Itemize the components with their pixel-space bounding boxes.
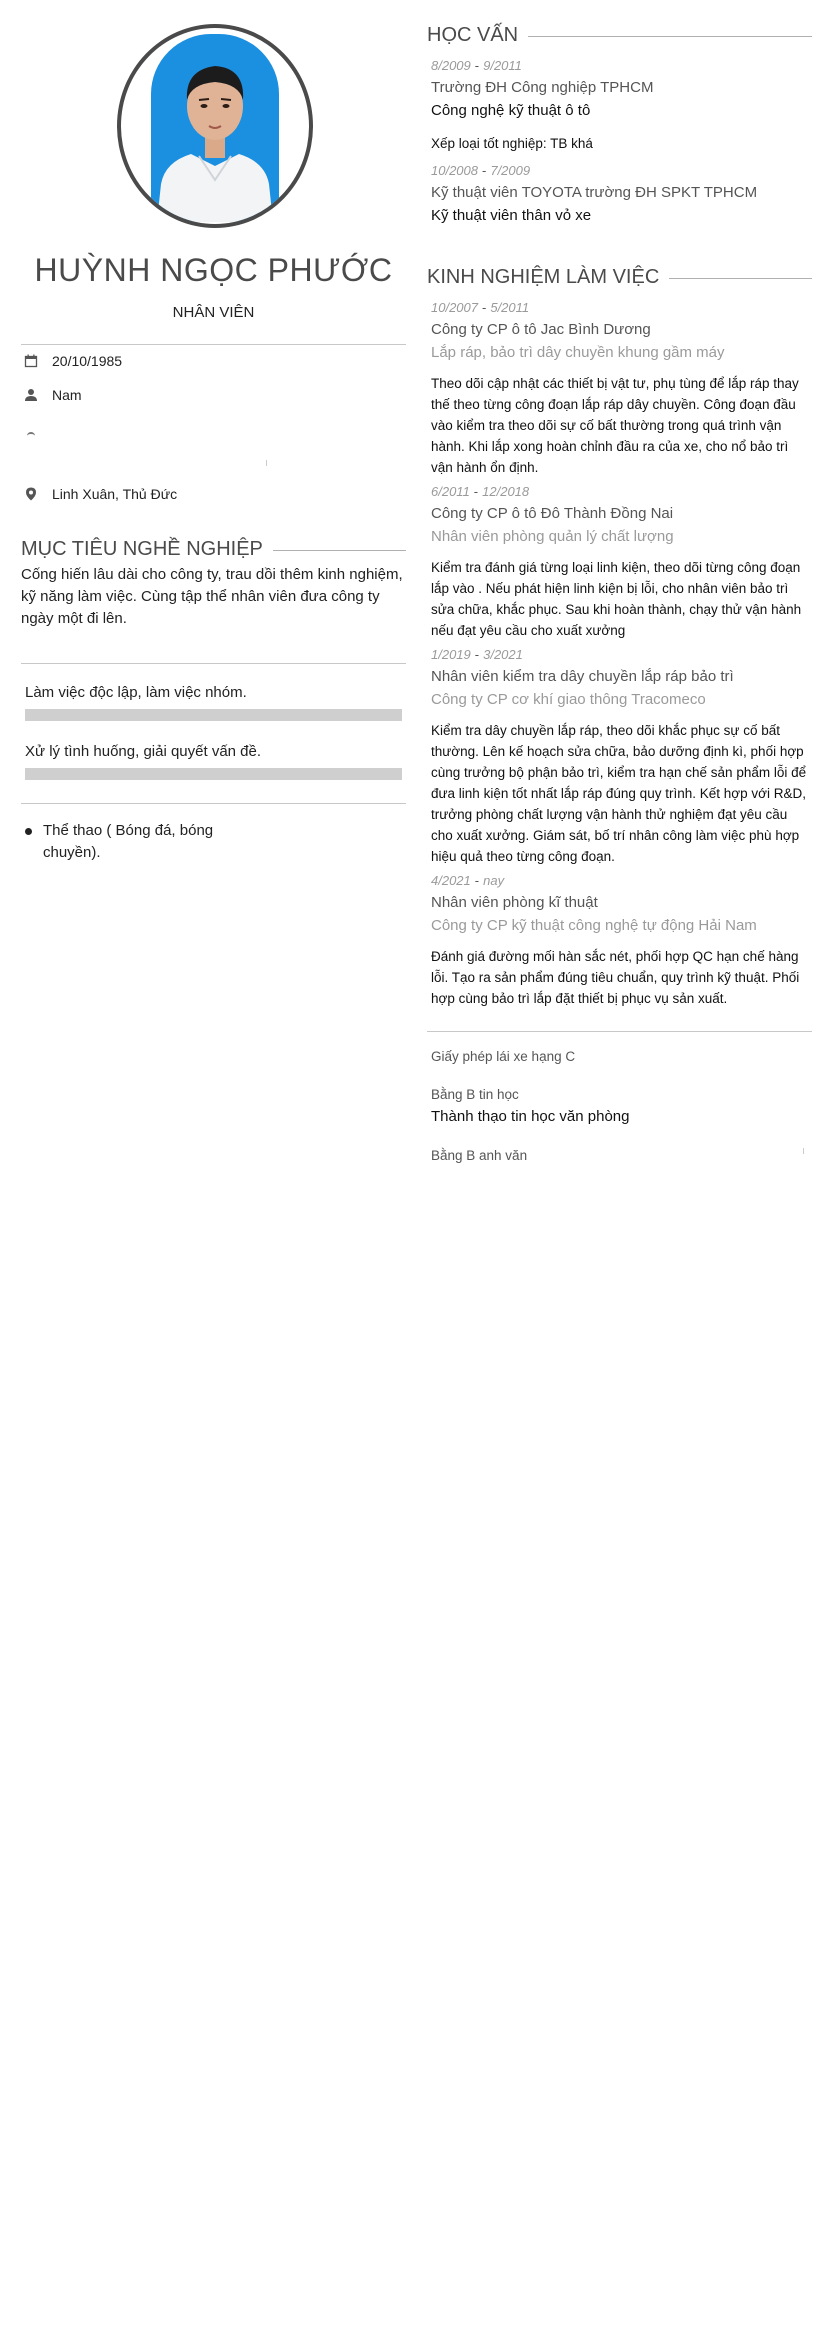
heading-rule: [273, 550, 406, 551]
gender-row: [21, 384, 406, 406]
experience-item: [431, 300, 812, 478]
job-description: Kiểm tra dây chuyền lắp ráp, theo dõi khắc phục sự cố bất thường. Lên kế hoạch sửa chữa, bảo dưỡng định kì, phối hợp cùng trưởng bộ phận bảo trì, kiểm tra hạn chế sản phẩm lỗi để đưa linh kiện tốt nhất lắp ráp đúng quy trình. Kết hợp với R&D, trưởng phòng chất lượng vận hành thử nghiệm đạt yêu cầu cho xuất xưởng. Giám sát, bố trí nhân công làm việc phù hợp hiệu quả theo từng công đoạn.: [431, 723, 807, 864]
certificate-name: Bằng B anh văn: [431, 1148, 528, 1163]
date-separator: -: [473, 484, 479, 499]
divider: [21, 663, 406, 664]
date-separator: -: [474, 58, 480, 73]
divider: [21, 803, 406, 804]
partial-icon: [27, 432, 35, 436]
address-value: Linh Xuân, Thủ Đức: [52, 486, 178, 502]
date-range: [431, 873, 812, 888]
major: Kỹ thuật viên thân vỏ xe: [431, 207, 592, 224]
date-start: 10/2008: [431, 163, 478, 178]
date-start: 8/2009: [431, 58, 471, 73]
education-note: Xếp loại tốt nghiệp: TB khá: [431, 136, 593, 151]
certificate-item: [431, 1148, 812, 1163]
major: Công nghệ kỹ thuật ô tô: [431, 102, 591, 119]
skill-item: [25, 684, 402, 721]
skill-bar: [25, 709, 402, 721]
date-separator: -: [482, 300, 487, 315]
date-end: 9/2011: [483, 58, 522, 73]
position: Công ty CP kỹ thuật công nghệ tự động Hải Nam: [431, 917, 757, 934]
divider-tick: [266, 460, 267, 466]
objective-text: Cống hiến lâu dài cho công ty, trau dồi thêm kinh nghiệm, kỹ năng làm việc. Cùng tập thể nhân viên đưa công ty ngày một đi lên.: [21, 566, 403, 627]
objective-heading: [21, 538, 406, 561]
date-end: 7/2009: [490, 163, 531, 178]
person-photo-icon: [151, 34, 279, 222]
experience-item: [431, 873, 812, 1009]
skill-item: [25, 743, 402, 780]
certificate-item: [431, 1087, 812, 1125]
location-pin-icon: [24, 487, 38, 501]
date-range: [431, 647, 812, 662]
job-title: NHÂN VIÊN: [172, 304, 255, 321]
date-end: 3/2021: [483, 647, 523, 662]
birthday-value: 20/10/1985: [52, 353, 123, 369]
skill-name: Làm việc độc lập, làm việc nhóm.: [25, 684, 247, 701]
education-heading: [427, 24, 812, 47]
certificate-name: Bằng B tin học: [431, 1087, 519, 1102]
school-name: Trường ĐH Công nghiệp TPHCM: [431, 79, 654, 96]
certificate-detail: Thành thạo tin học văn phòng: [431, 1108, 630, 1125]
heading-rule: [528, 36, 812, 37]
experience-heading: [427, 266, 812, 289]
date-range: [431, 484, 812, 499]
experience-item: [431, 484, 812, 641]
position: Lắp ráp, bảo trì dây chuyền khung gầm máy: [431, 344, 725, 361]
date-separator: -: [474, 873, 480, 888]
calendar-icon: [24, 354, 38, 368]
company-name: Nhân viên phòng kĩ thuật: [431, 894, 598, 911]
job-description: Đánh giá đường mối hàn sắc nét, phối hợp QC hạn chế hàng lỗi. Tạo ra sản phẩm đúng tiêu chuẩn, quy trình kỹ thuật. Phối hợp cùng bảo trì lắp đặt thiết bị phục vụ sản xuất.: [431, 949, 800, 1006]
person-icon: [24, 388, 38, 402]
divider: [21, 344, 406, 345]
gender-value: Nam: [52, 387, 82, 403]
date-range: [431, 163, 812, 178]
company-name: Công ty CP ô tô Jac Bình Dương: [431, 321, 651, 338]
position: Nhân viên phòng quản lý chất lượng: [431, 528, 674, 545]
date-separator: -: [482, 163, 487, 178]
experience-item: [431, 647, 812, 867]
profile-photo: [151, 34, 279, 222]
education-item: [431, 163, 812, 224]
certificate-name: Giấy phép lái xe hạng C: [431, 1049, 576, 1064]
certificate-item: [431, 1049, 812, 1064]
job-description: Kiểm tra đánh giá từng loại linh kiện, theo dõi từng công đoạn lắp vào . Nếu phát hiện linh kiện bị lỗi, cho nhân viên bảo trì sửa chữa, khắc phục. Sau khi hoàn thành, chạy thử vận hành nếu đạt yêu cầu cho xuất xưởng: [431, 560, 802, 638]
bullet-icon: [25, 828, 32, 835]
company-name: Nhân viên kiểm tra dây chuyền lắp ráp bảo trì: [431, 668, 734, 685]
full-name: HUỲNH NGỌC PHƯỚC: [34, 252, 393, 288]
education-item: [431, 58, 812, 154]
avatar: [117, 24, 313, 228]
date-range: [431, 58, 812, 73]
position: Công ty CP cơ khí giao thông Tracomeco: [431, 691, 706, 708]
date-start: 4/2021: [431, 873, 471, 888]
date-range: [431, 300, 812, 315]
hobby-text: Thể thao ( Bóng đá, bóng chuyền).: [43, 822, 214, 861]
objective-heading-label: MỤC TIÊU NGHỀ NGHIỆP: [21, 538, 263, 560]
job-description: Theo dõi cập nhật các thiết bị vật tư, phụ tùng để lắp ráp thay thế theo từng công đoạn lắp ráp dây chuyền. Công đoạn đầu vào kiểm tra theo dõi sự cố bất thường trong quá trình vận hành. Khi lắp xong hoàn chỉnh đầu ra của xe, cho nổ bảo trì vận hành ổn định.: [431, 376, 799, 475]
company-name: Công ty CP ô tô Đô Thành Đồng Nai: [431, 505, 674, 522]
hobby-item: [21, 820, 221, 864]
date-end: 12/2018: [482, 484, 530, 499]
edge-marker: [803, 1148, 804, 1154]
date-end: 5/2011: [490, 300, 530, 315]
date-start: 6/2011: [431, 484, 470, 499]
birthday-row: [21, 350, 406, 372]
date-start: 1/2019: [431, 647, 471, 662]
heading-rule: [669, 278, 812, 279]
experience-heading-label: KINH NGHIỆM LÀM VIỆC: [427, 266, 660, 288]
skill-name: Xử lý tình huống, giải quyết vấn đề.: [25, 743, 262, 760]
school-name: Kỹ thuật viên TOYOTA trường ĐH SPKT TPHCM: [431, 184, 758, 201]
education-heading-label: HỌC VẤN: [427, 24, 519, 46]
divider: [427, 1031, 812, 1032]
date-end: nay: [483, 873, 505, 888]
date-start: 10/2007: [431, 300, 478, 315]
skill-bar: [25, 768, 402, 780]
address-row: [21, 483, 406, 505]
date-separator: -: [474, 647, 480, 662]
